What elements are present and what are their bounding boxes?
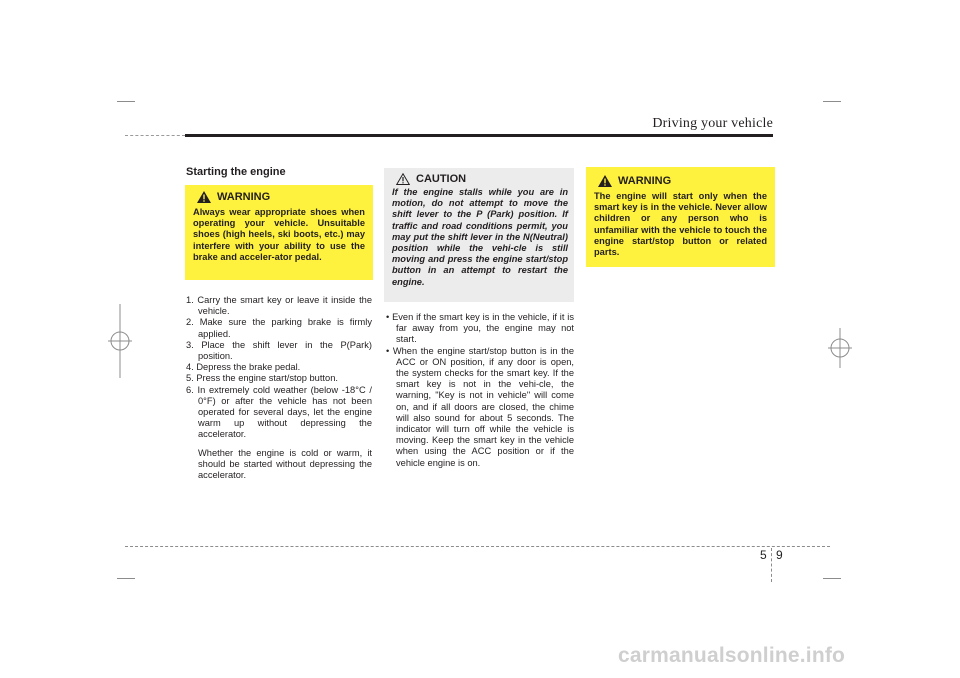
warning-body: The engine will start only when the smart key is in the vehicle. Never allow children or any person who is unfamiliar with the vehicle to touch the engine start/stop button or related parts. [594,191,767,258]
list-item: 2. Make sure the parking brake is firmly applied. [186,317,372,339]
warning-triangle-icon [598,175,612,187]
watermark: carmanualsonline.info [618,644,846,667]
warning-title: WARNING [618,175,672,187]
registration-mark-right [828,328,852,368]
list-item: 3. Place the shift lever in the P(Park) position. [186,339,372,362]
caution-triangle-icon [396,173,410,185]
crop-mark [823,101,841,102]
bullets-list [386,312,574,469]
warning-triangle-icon [197,191,211,203]
section-heading: Starting the engine [186,166,286,178]
registration-mark-left [108,304,132,378]
chapter-number: 5 [760,548,767,562]
warning-header [197,191,365,203]
header-rule-dashed [125,135,185,136]
caution-title: CAUTION [416,173,467,185]
list-item: 4. Depress the brake pedal. [186,362,301,373]
crop-mark [117,578,135,579]
list-item: 6. In extremely cold weather (below -18°C / 0°F) or after the vehicle has not been operated for several days, let the engine warm up without depressing the accelerator. [186,384,372,440]
caution-box [384,168,574,302]
crop-mark [117,101,135,102]
warning-box-shoes [185,185,373,280]
list-item: • When the engine start/stop button is in the ACC or ON position, if any door is open, the system checks for the smart key. If the smart key is not in the vehi-cle, the warning, "Key is not in vehicle" will come on, and if all doors are closed, the chime will also sound for about 5 seconds. The indicator will turn off while the vehicle is moving. Keep the smart key in the vehicle when using the ACC position or if the vehicle engine is on. [386,345,574,468]
caution-body: If the engine stalls while you are in motion, do not attempt to move the shift lever to the P (Park) position. If traffic and road conditions permit, you may put the shift lever in the N(Neutral) position while the vehi-cle is still moving and press the engine start/stop button in an attempt to restart the engine. [392,187,568,287]
footer-rule [125,546,830,547]
list-item: • Even if the smart key is in the vehicle, if it is far away from you, the engine may not start. [386,312,574,345]
crop-mark [823,578,841,579]
list-item: 1. Carry the smart key or leave it inside the vehicle. [186,295,372,317]
step-note: Whether the engine is cold or warm, it should be started without depressing the accelerator. [198,448,372,481]
warning-header [598,175,767,187]
chapter-header-title: Driving your vehicle [652,116,773,131]
steps-list [186,295,372,441]
header-rule [185,134,773,137]
caution-header [396,173,568,185]
page-number-divider [771,548,772,582]
list-item: 5. Press the engine start/stop button. [186,373,338,384]
page-number: 9 [776,548,783,562]
warning-title: WARNING [217,191,271,203]
warning-box-smart-key [586,167,775,267]
warning-body: Always wear appropriate shoes when operating your vehicle. Unsuitable shoes (high heels, ski boots, etc.) may interfere with your ability to use the brake and acceler-ator pedal. [193,207,365,262]
